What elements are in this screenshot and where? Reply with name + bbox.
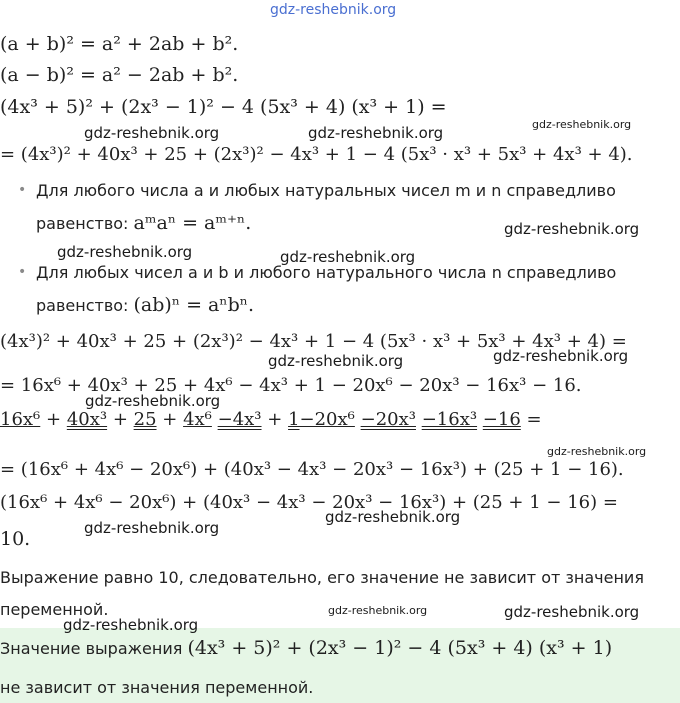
step4-term: −20x⁶ [299,409,355,430]
watermark: gdz-reshebnik.org [63,616,199,634]
formula-square-sum: (a + b)² = a² + 2ab + b². [0,33,239,55]
rule1-eq: aᵐaⁿ = aᵐ⁺ⁿ. [133,212,252,234]
bullet-icon: • [18,182,27,198]
watermark: gdz-reshebnik.org [84,519,220,537]
step4-term: 4x⁶ [183,409,212,430]
watermark: gdz-reshebnik.org [532,118,632,131]
bullet-icon: • [18,264,27,280]
conclusion-line1: Выражение равно 10, следовательно, его значение не зависит от значения [0,568,644,587]
watermark: gdz-reshebnik.org [268,352,404,370]
step1-line: = (4x³)² + 40x³ + 25 + (2x³)² − 4x³ + 1 − 4 (5x³ · x³ + 5x³ + 4x³ + 4). [0,144,633,165]
rule1-equation [36,211,251,236]
watermark: gdz-reshebnik.org [280,248,416,266]
step5-line: = (16x⁶ + 4x⁶ − 20x⁶) + (40x³ − 4x³ − 20x³ − 16x³) + (25 + 1 − 16). [0,459,624,480]
formula-square-diff: (a − b)² = a² − 2ab + b². [0,64,239,86]
step6-line: (16x⁶ + 4x⁶ − 20x⁶) + (40x³ − 4x³ − 20x³ − 16x³) + (25 + 1 − 16) = [0,492,618,513]
step4-term: 25 [133,409,157,430]
step4-term: −4x³ [217,409,262,430]
rule1-text: Для любого числа a и любых натуральных чисел m и n справедливо [36,181,616,200]
step2-line: (4x³)² + 40x³ + 25 + (2x³)² − 4x³ + 1 − 4 (5x³ · x³ + 5x³ + 4x³ + 4) = [0,331,627,352]
step4-grouped-line [0,408,542,432]
rule2-eq: (ab)ⁿ = aⁿbⁿ. [133,294,255,316]
watermark: gdz-reshebnik.org [547,445,647,458]
watermark: gdz-reshebnik.org [504,220,640,238]
answer-tail: не зависит от значения переменной. [0,678,314,697]
step4-term: 40x³ [66,409,108,430]
step4-term: 16x⁶ [0,409,41,430]
conclusion-line2: переменной. [0,600,109,619]
rule1-eq-label: равенство: [36,214,134,233]
step4-term: −16 [482,409,521,430]
watermark: gdz-reshebnik.org [57,243,193,261]
step3-line: = 16x⁶ + 40x³ + 25 + 4x⁶ − 4x³ + 1 − 20x⁶ − 20x³ − 16x³ − 16. [0,375,582,396]
step4-term: + [156,409,184,430]
step4-term: + [107,409,134,430]
step6-result: 10. [0,528,31,550]
answer-label: Значение выражения [0,639,188,658]
watermark: gdz-reshebnik.org [85,392,221,410]
watermark: gdz-reshebnik.org [84,124,220,142]
watermark: gdz-reshebnik.org [493,347,629,365]
watermark: gdz-reshebnik.org [325,508,461,526]
watermark: gdz-reshebnik.org [328,604,428,617]
step4-term: −16x³ [421,409,478,430]
rule2-equation [36,293,254,318]
answer-line [0,636,612,661]
watermark-top: gdz-reshebnik.org [270,2,397,18]
rule2-eq-label: равенство: [36,296,134,315]
watermark: gdz-reshebnik.org [504,603,640,621]
step4-term: = [520,409,542,430]
answer-expression: (4x³ + 5)² + (2x³ − 1)² − 4 (5x³ + 4) (x³ + 1) [187,637,613,659]
rule2-text: Для любых чисел a и b и любого натурального числа n справедливо [36,263,617,282]
step4-term: −20x³ [360,409,416,430]
step4-term: 1 [288,409,300,430]
step4-term: + [40,409,67,430]
step4-term: + [261,409,289,430]
expression-line: (4x³ + 5)² + (2x³ − 1)² − 4 (5x³ + 4) (x³ + 1) = [0,96,447,118]
watermark: gdz-reshebnik.org [308,124,444,142]
